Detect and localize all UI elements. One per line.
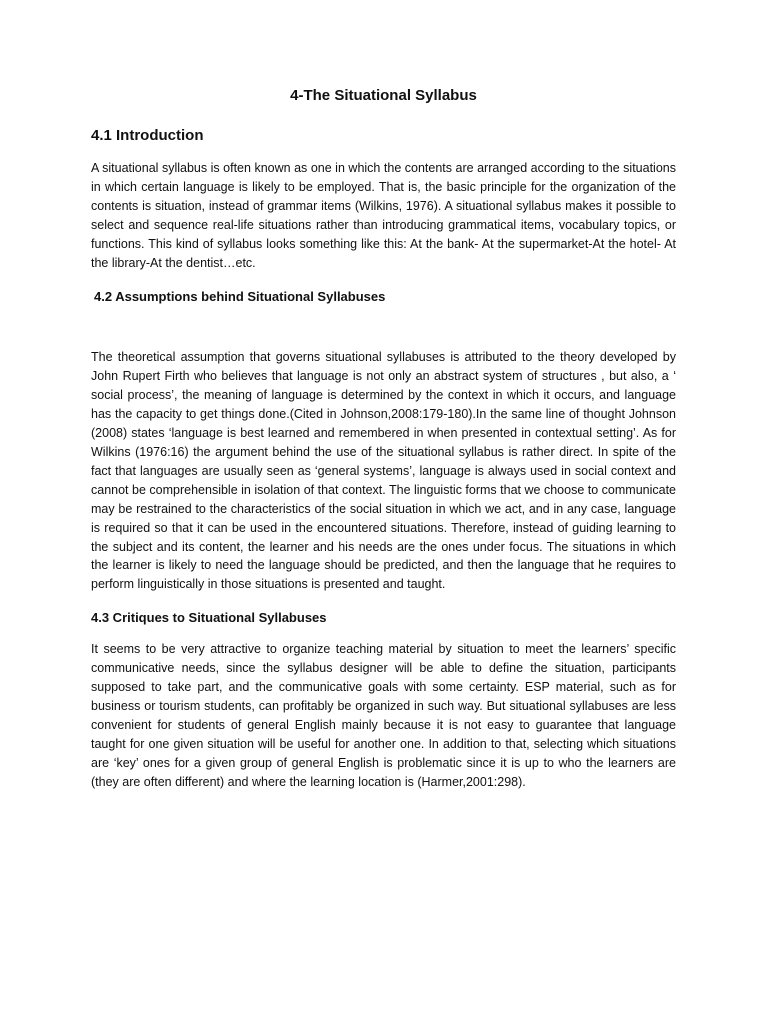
- section-heading-introduction: 4.1 Introduction: [91, 127, 204, 144]
- document-body: [91, 86, 676, 791]
- section-heading-assumptions: 4.2 Assumptions behind Situational Syllabuses: [94, 289, 386, 305]
- paragraph-critiques: It seems to be very attractive to organize teaching material by situation to meet the learners’ specific communicative needs, since the syllabus designer will be able to define the situation, participants supposed to take part, and the communicative goals with some certainty. ESP material, such as for business or tourism students, can profitably be organized in such way. But situational syllabuses are less convenient for students of general English mainly because it is not easy to guarantee that language taught for one given situation will be useful for another one. In addition to that, selecting which situations are ‘key’ ones for a given group of general English is problematic since it is up to who the learners are (they are often different) and where the learning location is (Harmer,2001:298).: [91, 642, 676, 789]
- section-heading-critiques: 4.3 Critiques to Situational Syllabuses: [91, 610, 327, 626]
- paragraph-assumptions: The theoretical assumption that governs situational syllabuses is attributed to the theory developed by John Rupert Firth who believes that language is not only an abstract system of structures , but also, a ‘ social process’, the meaning of language is determined by the context in which it occurs, and language has the capacity to get things done.(Cited in Johnson,2008:179-180).In the same line of thought Johnson (2008) states ‘language is best learned and remembered in when presented in contextual setting’. As for Wilkins (1976:16) the argument behind the use of the situational syllabus is rather direct. In spite of the fact that languages are usually seen as ‘general systems’, language is always used in social context and cannot be comprehensible in isolation of that context. The linguistic forms that we choose to communicate may be restrained to the characteristics of the social situation in which we act, and in any case, language is required so that it can be used in the encountered situations. Therefore, instead of guiding learning to the subject and its content, the learner and his needs are the ones under focus. The situations in which the learner is likely to need the language should be predicted, and then the language that he requires to perform linguistically in those situations is presented and taught.: [91, 350, 676, 592]
- paragraph-introduction: A situational syllabus is often known as one in which the contents are arranged according to the situations in which certain language is likely to be employed. That is, the basic principle for the organization of the contents is situation, instead of grammar items (Wilkins, 1976). A situational syllabus makes it possible to select and sequence real-life situations rather than introducing grammatical items, vocabulary topics, or functions. This kind of syllabus looks something like this: At the bank- At the supermarket-At the hotel- At the library-At the dentist…etc.: [91, 161, 676, 270]
- page-title: 4-The Situational Syllabus: [290, 87, 477, 104]
